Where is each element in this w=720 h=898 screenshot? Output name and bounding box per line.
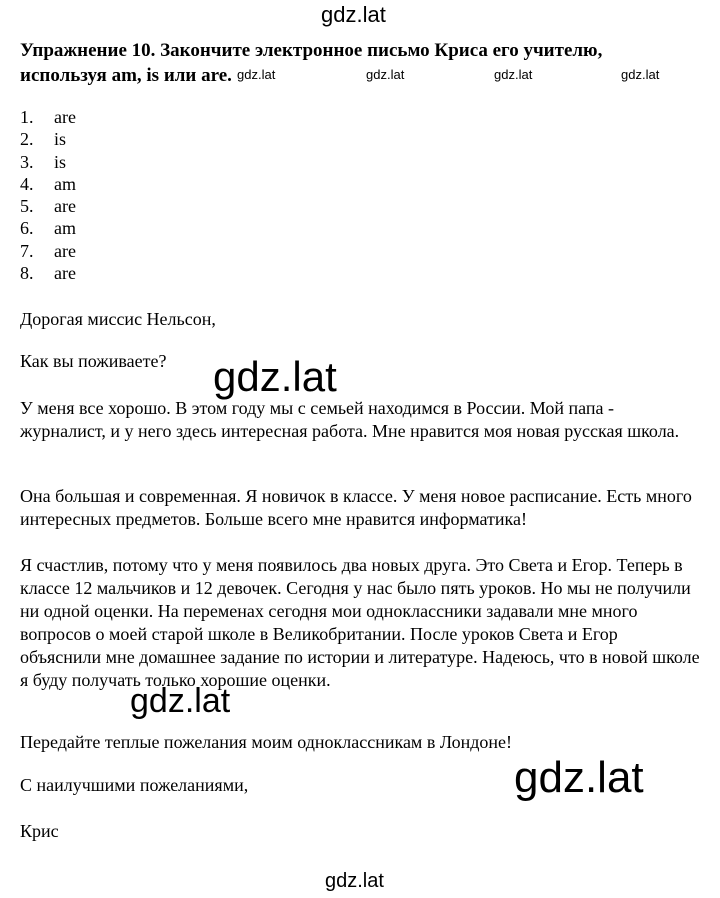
answer-word: are <box>54 107 76 127</box>
answer-item <box>20 151 76 173</box>
letter-paragraph-2: Она большая и современная. Я новичок в классе. У меня новое расписание. Есть много интересных предметов. Больше всего мне нравится информатика! <box>20 486 692 529</box>
answer-number: 3. <box>20 151 34 172</box>
watermark-inline-4: gdz.lat <box>621 67 660 82</box>
watermark-large-2: gdz.lat <box>130 682 231 720</box>
answer-word: are <box>54 196 76 217</box>
answer-word: are <box>54 240 76 261</box>
letter-signature: Крис <box>20 821 59 841</box>
letter-greeting: Дорогая миссис Нельсон, <box>20 309 216 329</box>
answer-number: 8. <box>20 263 34 284</box>
letter-closing: С наилучшими пожеланиями, <box>20 775 249 795</box>
exercise-title <box>20 38 680 88</box>
watermark-inline-1: gdz.lat <box>237 67 276 82</box>
watermark-top: gdz.lat <box>321 2 386 27</box>
exercise-title-line-2: используя am, is или are. <box>20 65 232 86</box>
answer-item <box>20 106 76 128</box>
watermark-inline-3: gdz.lat <box>494 67 533 82</box>
answer-number: 7. <box>20 240 34 261</box>
answer-item <box>20 128 76 150</box>
answer-word: is <box>54 129 67 150</box>
answer-number: 5. <box>20 196 34 217</box>
answer-item <box>20 262 76 284</box>
answer-number: 2. <box>20 129 34 150</box>
answer-item <box>20 195 76 217</box>
letter-paragraph-1: У меня все хорошо. В этом году мы с семьей находимся в России. Мой папа - журналист, и у него здесь интересная работа. Мне нравится моя новая русская школа. <box>20 398 680 441</box>
exercise-title-line-1: Упражнение 10. Закончите электронное письмо Криса его учителю, <box>20 40 603 61</box>
watermark-large-1: gdz.lat <box>213 353 337 400</box>
watermark-bottom: gdz.lat <box>325 870 384 892</box>
answer-list <box>20 106 76 284</box>
answer-word: am <box>54 218 76 239</box>
answer-number: 1. <box>20 107 34 127</box>
answer-item <box>20 173 76 195</box>
answer-word: is <box>54 151 67 172</box>
answer-number: 6. <box>20 218 34 239</box>
watermark-large-3: gdz.lat <box>514 753 644 802</box>
letter-question: Как вы поживаете? <box>20 351 167 371</box>
answer-word: am <box>54 173 76 194</box>
letter-paragraph-3: Я счастлив, потому что у меня появилось два новых друга. Это Света и Егор. Теперь в классе 12 мальчиков и 12 девочек. Сегодня у нас было пять уроков. Но мы не получили ни одной оценки. На переменах сегодня мои одноклассники задавали мне много вопросов о моей старой школе в Великобритании. После уроков Света и Егор объяснили мне домашнее задание по истории и литературе. Надеюсь, что в новой школе я буду получать только хорошие оценки. <box>20 555 700 690</box>
answer-word: are <box>54 263 76 284</box>
answer-item <box>20 240 76 262</box>
watermark-inline-2: gdz.lat <box>366 67 405 82</box>
answer-number: 4. <box>20 173 34 194</box>
answer-item <box>20 217 76 239</box>
letter-paragraph-4: Передайте теплые пожелания моим одноклассникам в Лондоне! <box>20 732 512 752</box>
